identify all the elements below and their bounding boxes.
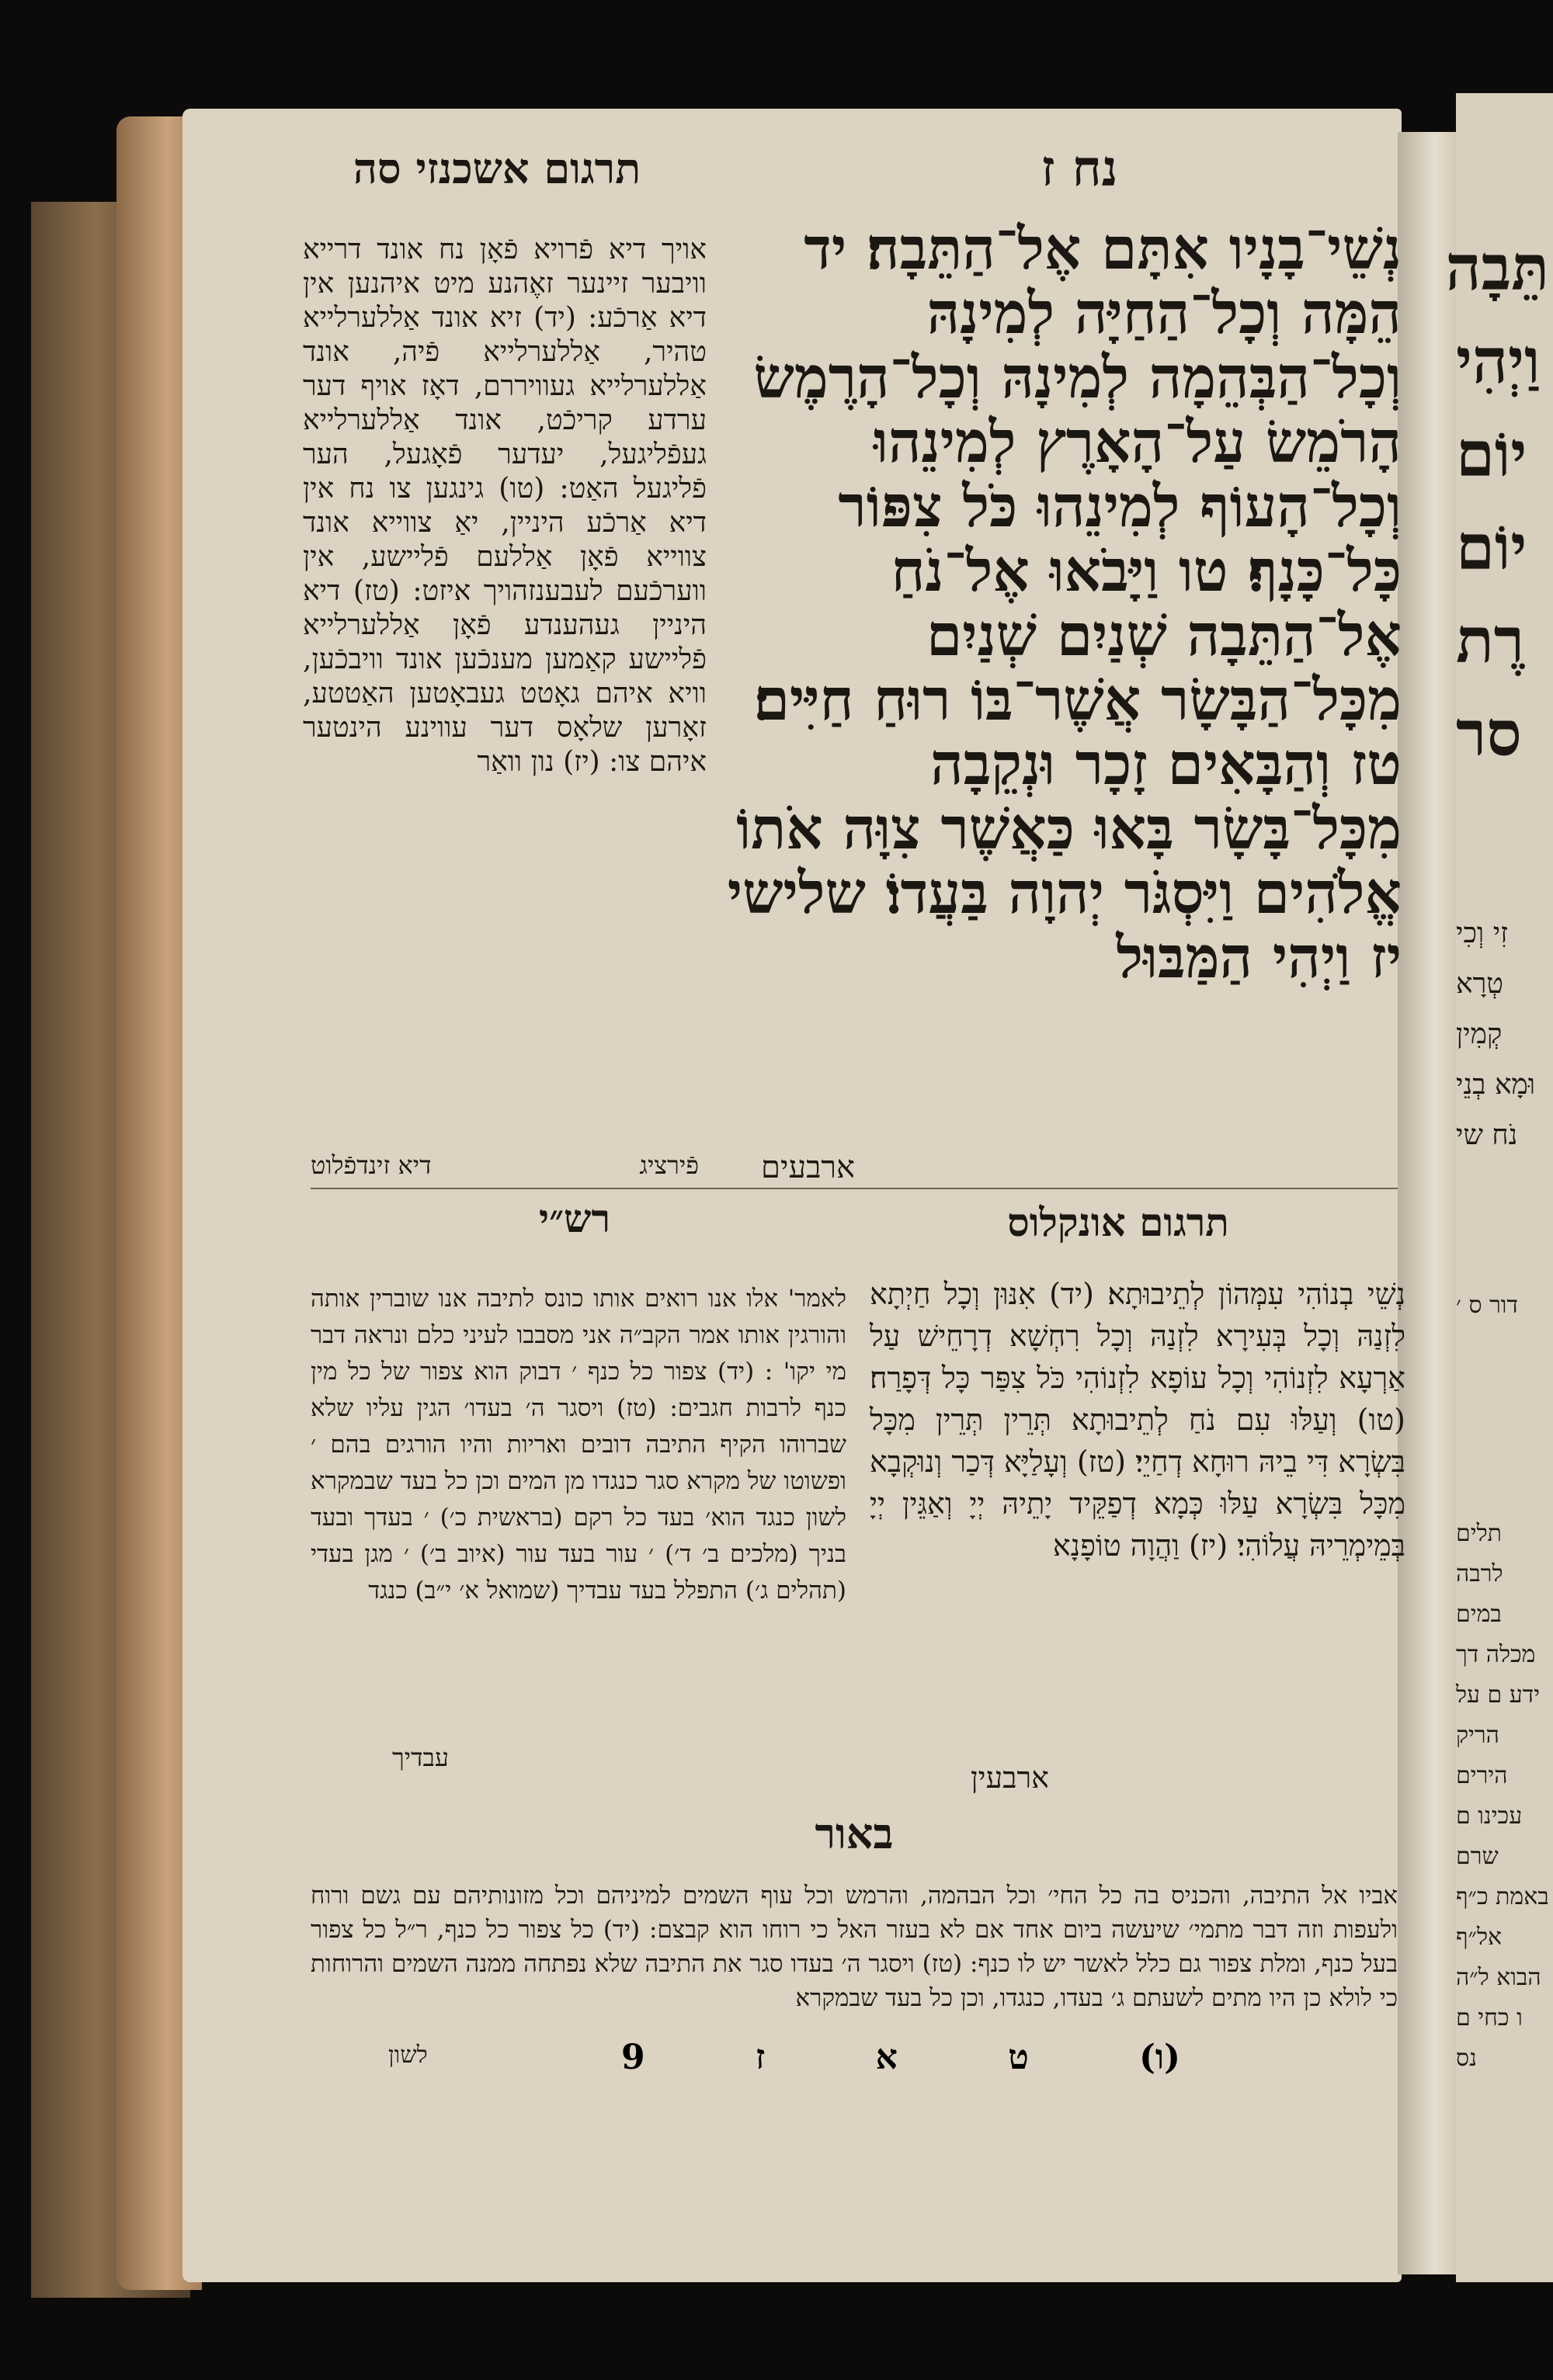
rashi-catchword: עבדיך — [392, 1743, 450, 1772]
torah-text-column: נְשֵׁי־בָנָיו אִתָּם אֶל־הַתֵּבָה׃ יד הֵמָּה וְכָל־הַחַיָּה לְמִינָהּ וְכָל־הַבְּהֵמָה לְמִינָהּ וְכָל־הָרֶמֶשׂ הָרֹמֵשׂ עַל־הָאָרֶץ לְמִינֵהוּ וְכָל־הָעוֹף לְמִינֵהוּ כֹּל צִפּוֹר כָּל־כָּנָף׃ טו וַיָּבֹאוּ אֶל־נֹחַ אֶל־הַתֵּבָה שְׁנַיִם שְׁנַיִם מִכָּל־הַבָּשָׂר אֲשֶׁר־בּוֹ רוּחַ חַיִּים׃ טז וְהַבָּאִים זָכָר וּנְקֵבָה מִכָּל־בָּשָׂר בָּאוּ כַּאֲשֶׁר צִוָּה אֹתוֹ אֱלֹהִים וַיִּסְגֹּר יְהוָה בַּעֲדוֹ׃ שלישי יז וַיְהִי הַמַּבּוּל — [727, 216, 1402, 991]
targum-ashkenazi-catchwords — [311, 1150, 699, 1180]
ashkenazi-catchword: דיא זינדפֿלוט — [311, 1150, 432, 1180]
ashkenazi-catchword: פֿירציג — [639, 1150, 699, 1180]
onkelos-text: נְשֵׁי בְנוֹהִי עִמְּהוֹן לְתֵיבוּתָא׃ (יד) אִנּוּן וְכָל חַיְתָא לִזְנַהּ וְכָל בְּעִירָא לִזְנַהּ וְכָל רִחְשָׁא דְרָחֵישׁ עַל אַרְעָא לִזְנוֹהִי וְכָל עוֹפָא לִזְנוֹהִי כֹּל צִפַּר כָּל דְּפָרַח׃ (טו) וְעַלּוּ עִם נֹחַ לְתֵיבוּתָא תְּרֵין תְּרֵין מִכָּל בִּשְׂרָא דִּי בֵיהּ רוּחָא דְחַיֵי׃ (טז) וְעָלַיָּא דְּכַר וְנוּקְבָא מִכָּל בִּשְׂרָא עַלּוּ כְּמָא דְפַקֵּיד יָתֵיהּ יְיָ וְאַגֵּין יְיָ בְּמֵימְרֵיהּ עֲלוֹהִי׃ (יז) וַהֲוָה טוֹפָנָא — [870, 1277, 1405, 1563]
signature-glyph: 9 — [621, 2038, 645, 2077]
targum-ashkenazi-column: אויך דיא פֿרויא פֿאָן נח אונד דרייא וויבער זיינער זאֶהנע מיט איהנען אין דיא אַרכֿע: (יד) זיא אונד אַללערלייא טהיר, אַללערלייא פֿיה, אונד אַללערלייא געוויררם, דאָז אויף דער ערדע קריכֿט, אונד אַללערלייא געפֿליגעל, יעדער פֿאָגעל, הער פֿליגעל האַט: (טו) גינגען צו נח אין דיא אַרכֿע היניין, יאַ צווייא אונד צווייא פֿאָן אַללעם פֿליישע, אין ווערכֿעם לעבענזהויך איזט: (טז) דיא היניין געהענדע פֿאָן אַללערלייא פֿליישע קאַמען מענכֿען אונד וויבכֿען, וויא איהם גאָטט געבאָטען האַטטע, זאָרען שלאָס דער עווינע הינטער איהם צו: (יז) נון וואַר — [303, 234, 707, 778]
section-divider — [311, 1188, 1398, 1189]
signature-glyph: (ו) — [1139, 2038, 1180, 2077]
facing-page-biur-text: תלים לרבה במים מכלה דך ידע ם על הריק הירים עכינו ם שרם באמת כ״ף אל״ף הבוא ל״ה ו כחי ם נס — [1456, 1520, 1549, 2072]
rashi-title: רש״י — [538, 1195, 611, 1241]
targum-ashkenazi-header: תרגום אשכנזי סה — [353, 144, 641, 193]
signature-glyph: ט — [1008, 2038, 1029, 2077]
facing-page — [1445, 93, 1553, 2282]
biur-title: באור — [815, 1809, 894, 1858]
biur-text: אביו אל התיבה, והכניס בה כל החי׳ וכל הבהמה, והרמש וכל עוף השמים למיניהם וכל מזונותיהם עם גשם ורוח ולעפות וזה דבר מתמי׳ שיעשה ביום אחד אם לא בעזר האל כי רוחו הוא קבצם: (יד) כל צפור כל כנף, ר״ל כל צפור בעל כנף, ומלת צפור גם כלל לאשר יש לו כנף: (טז) ויסגר ה׳ בעדו סגר את התיבה שלא נפתחה ממנה השמים והרוחות כי לולא כן היו מתים לשעתם ג׳ בעדו, כנגדו, וכן כל בעד שבמקרא — [311, 1882, 1398, 2012]
biur-catchword: לשון — [388, 2042, 428, 2069]
onkelos-title: תרגום אונקלוס — [1007, 1199, 1229, 1245]
signature-glyph: א — [875, 2038, 898, 2077]
signature-glyph: ז — [755, 2038, 766, 2077]
facing-page-targum-text: זִי וְכִי טְרָא קְמִין וּמָא בְנֵי נֹח שי — [1456, 918, 1536, 1151]
torah-catchword: ארבעים — [761, 1150, 856, 1185]
onkelos-catchword: ארבעין — [971, 1761, 1049, 1795]
rashi-text: לאמר' אלו אנו רואים אותו כונס לתיבה אנו שוברין אותה והורגין אותו אמר הקב״ה אני מסבבו לעיני כלם ונראה דבר מי יקו' : (יד) צפור כל כנף ׳ דבוק הוא צפור של כל מין כנף לרבות חגבים: (טז) ויסגר ה׳ בעדו׳ הגין עליו שלא שברוהו הקיף התיבה דובים ואריות והיו הורגים בהם ׳ ופשוטו של מקרא סגר כנגדו מן המים וכן כל בעד שבמקרא לשון כנגד הוא׳ בעד כל רקם (בראשית כ׳) ׳ בעדך ובעד בניך (מלכים ב׳ ד׳) ׳ עור בעד עור (איוב ב׳) ׳ מגן בעדי (תהלים ג׳) התפלל בעד עבדיך (שמואל א׳ י״ב) כנגד — [311, 1285, 846, 1605]
signature-mark — [621, 2038, 1180, 2077]
book-gutter — [1398, 132, 1460, 2274]
parsha-page-header: נח ז — [1041, 140, 1118, 198]
facing-page-main-text: תֵּבָה וַיְהִי יוֹם יוֹם רֶת סר — [1445, 231, 1549, 770]
facing-page-rashi-text: דור ס ׳ — [1456, 1292, 1518, 1319]
